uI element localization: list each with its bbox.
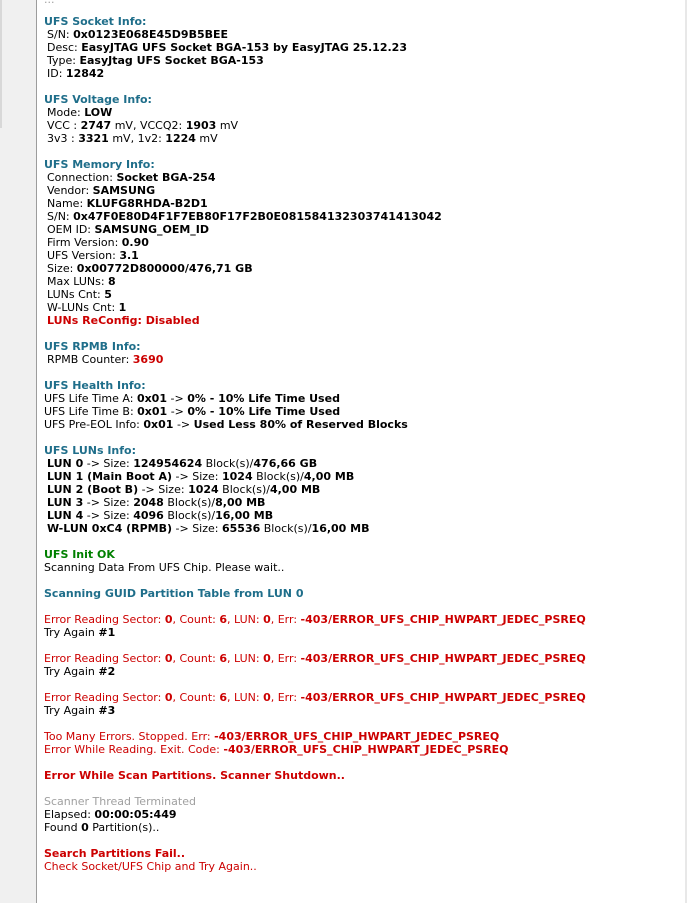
init-ok: UFS Init OK (44, 548, 115, 561)
lun-row: LUN 0 -> Size: 124954624 Block(s)/476,66 GB (47, 457, 318, 470)
exit-code-error: Error While Reading. Exit. Code: -403/ERROR_UFS_CHIP_HWPART_JEDEC_PSREQ (44, 743, 509, 756)
too-many-errors: Too Many Errors. Stopped. Err: -403/ERROR_UFS_CHIP_HWPART_JEDEC_PSREQ (44, 730, 500, 743)
error-line: Error Reading Sector: 0, Count: 6, LUN: 0, Err: -403/ERROR_UFS_CHIP_HWPART_JEDEC_PSREQ (44, 613, 586, 626)
check-socket-msg: Check Socket/UFS Chip and Try Again.. (44, 860, 257, 873)
lun-row: LUN 2 (Boot B) -> Size: 1024 Block(s)/4,00 MB (47, 483, 321, 496)
search-partitions-fail: Search Partitions Fail.. (44, 847, 186, 860)
memory-luns-cnt: LUNs Cnt: 5 (47, 288, 112, 301)
error-line: Error Reading Sector: 0, Count: 6, LUN: 0, Err: -403/ERROR_UFS_CHIP_HWPART_JEDEC_PSREQ (44, 691, 586, 704)
try-again-line: Try Again #1 (44, 626, 116, 639)
memory-connection: Connection: Socket BGA-254 (47, 171, 216, 184)
error-line: Error Reading Sector: 0, Count: 6, LUN: 0, Err: -403/ERROR_UFS_CHIP_HWPART_JEDEC_PSREQ (44, 652, 586, 665)
scanning-gpt: Scanning GUID Partition Table from LUN 0 (44, 587, 304, 600)
try-again-line: Try Again #2 (44, 665, 116, 678)
voltage-3v3: 3v3 : 3321 mV, 1v2: 1224 mV (47, 132, 218, 145)
memory-vendor: Vendor: SAMSUNG (47, 184, 156, 197)
memory-ufs-version: UFS Version: 3.1 (47, 249, 139, 262)
memory-wluns-cnt: W-LUNs Cnt: 1 (47, 301, 127, 314)
scan-partitions-fail: Error While Scan Partitions. Scanner Shutdown.. (44, 769, 345, 782)
health-pre-eol: UFS Pre-EOL Info: 0x01 -> Used Less 80% of Reserved Blocks (44, 418, 408, 431)
health-life-a: UFS Life Time A: 0x01 -> 0% - 10% Life Time Used (44, 392, 340, 405)
memory-reconfig: LUNs ReConfig: Disabled (47, 314, 200, 327)
memory-name: Name: KLUFG8RHDA-B2D1 (47, 197, 208, 210)
thread-terminated: Scanner Thread Terminated (44, 795, 196, 808)
memory-firm: Firm Version: 0.90 (47, 236, 149, 249)
scanning-msg: Scanning Data From UFS Chip. Please wait.. (44, 561, 285, 574)
rpmb-counter: RPMB Counter: 3690 (47, 353, 164, 366)
socket-type: Type: EasyJtag UFS Socket BGA-153 (47, 54, 264, 67)
voltage-mode: Mode: LOW (47, 106, 113, 119)
memory-size: Size: 0x00772D800000/476,71 GB (47, 262, 253, 275)
memory-max-luns: Max LUNs: 8 (47, 275, 116, 288)
elapsed-time: Elapsed: 00:00:05:449 (44, 808, 177, 821)
memory-oem: OEM ID: SAMSUNG_OEM_ID (47, 223, 210, 236)
memory-info-title: UFS Memory Info: (44, 158, 155, 171)
lun-row: W-LUN 0xC4 (RPMB) -> Size: 65536 Block(s)/16,00 MB (47, 522, 370, 535)
socket-sn: S/N: 0x0123E068E45D9B5BEE (47, 28, 229, 41)
left-panel (0, 0, 37, 903)
log-output (44, 0, 679, 903)
luns-info-title: UFS LUNs Info: (44, 444, 136, 457)
voltage-info-title: UFS Voltage Info: (44, 93, 152, 106)
socket-id: ID: 12842 (47, 67, 105, 80)
voltage-vcc: VCC : 2747 mV, VCCQ2: 1903 mV (47, 119, 239, 132)
memory-sn: S/N: 0x47F0E80D4F1F7EB80F17F2B0E0815841323037414130​42 (47, 210, 442, 223)
socket-info-title: UFS Socket Info: (44, 15, 147, 28)
rpmb-info-title: UFS RPMB Info: (44, 340, 141, 353)
found-partitions: Found 0 Partition(s).. (44, 821, 160, 834)
log-line-partial (44, 0, 55, 6)
try-again-line: Try Again #3 (44, 704, 116, 717)
health-info-title: UFS Health Info: (44, 379, 146, 392)
lun-row: LUN 1 (Main Boot A) -> Size: 1024 Block(s)/4,00 MB (47, 470, 355, 483)
lun-row: LUN 4 -> Size: 4096 Block(s)/16,00 MB (47, 509, 274, 522)
left-panel-edge (0, 0, 2, 128)
lun-row: LUN 3 -> Size: 2048 Block(s)/8,00 MB (47, 496, 266, 509)
health-life-b: UFS Life Time B: 0x01 -> 0% - 10% Life Time Used (44, 405, 341, 418)
socket-desc: Desc: EasyJTAG UFS Socket BGA-153 by EasyJTAG 25.12.23 (47, 41, 407, 54)
